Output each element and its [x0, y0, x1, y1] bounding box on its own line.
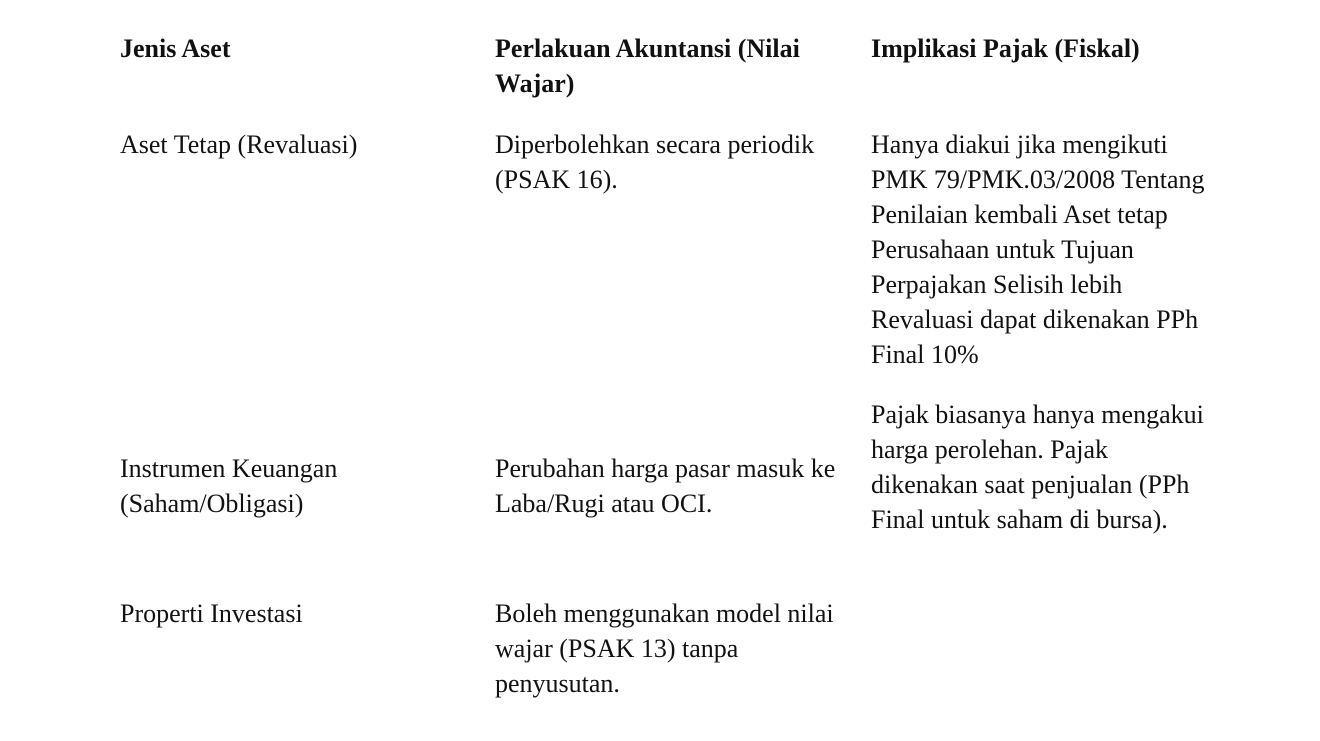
row-1-implikasi-pajak: Hanya diakui jika mengikuti PMK 79/PMK.03/2008 Tentang Penilaian kembali Aset tetap Perusahaan untuk Tujuan Perpajakan Selisih lebih Revaluasi dapat dikenakan PPh Final 10% [871, 130, 1205, 369]
row-2-implikasi-pajak: Pajak biasanya hanya mengakui harga perolehan. Pajak dikenakan saat penjualan (PPh Final untuk saham di bursa). [871, 400, 1204, 534]
header-jenis-aset: Jenis Aset [120, 34, 231, 63]
row-3-jenis-aset: Properti Investasi [120, 599, 303, 628]
header-implikasi-pajak: Implikasi Pajak (Fiskal) [871, 34, 1140, 63]
row-2-jenis-aset: Instrumen Keuangan (Saham/Obligasi) [120, 454, 338, 518]
header-perlakuan-akuntansi: Perlakuan Akuntansi (Nilai Wajar) [495, 34, 800, 98]
row-1-jenis-aset: Aset Tetap (Revaluasi) [120, 130, 358, 159]
row-2-perlakuan-akuntansi: Perubahan harga pasar masuk ke Laba/Rugi atau OCI. [495, 454, 836, 518]
row-1-perlakuan-akuntansi: Diperbolehkan secara periodik (PSAK 16). [495, 130, 815, 194]
row-3-perlakuan-akuntansi: Boleh menggunakan model nilai wajar (PSAK 13) tanpa penyusutan. [495, 599, 834, 698]
